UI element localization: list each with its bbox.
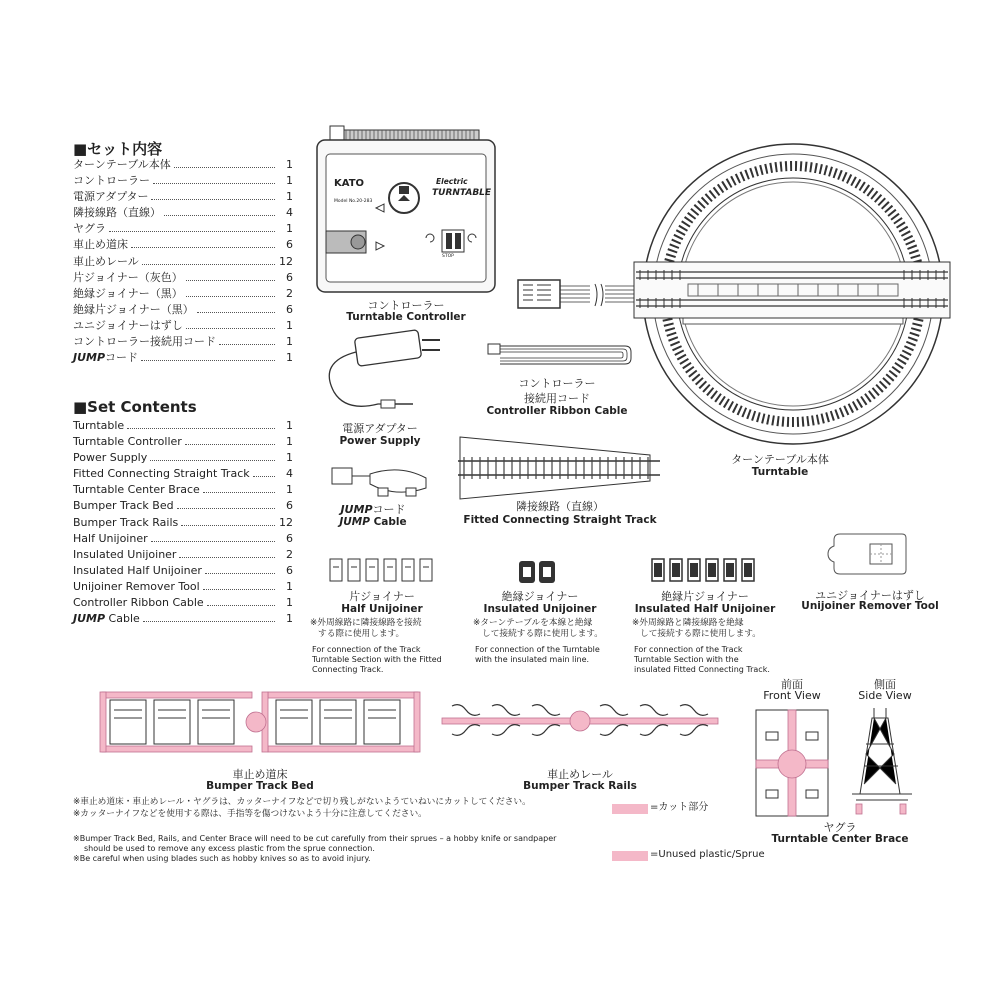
insulated-unijoiner-illustration xyxy=(517,559,559,585)
jp-contents-item-name: 車止めレール xyxy=(73,254,139,268)
jp-contents-item-leader xyxy=(197,312,275,313)
jp-contents-item xyxy=(73,350,293,366)
ribbon-cable-jp-caption-1: コントローラー xyxy=(518,377,596,390)
jp-contents-item xyxy=(73,221,293,237)
en-contents-item-name: Fitted Connecting Straight Track xyxy=(73,467,250,481)
turntable-jp-caption: ターンテーブル本体 xyxy=(731,453,829,466)
remover-tool-jp-caption: ユニジョイナーはずし xyxy=(815,589,925,602)
jp-contents-item-qty: 1 xyxy=(286,351,293,365)
jp-contents-item-name: 隣接線路（直線） xyxy=(73,206,161,220)
note-en-2: ※Be careful when using blades such as hobby knives so as to avoid injury. xyxy=(73,854,371,863)
jp-contents-item-name: 電源アダプター xyxy=(73,190,149,204)
insulated-half-unijoiner-en-caption: Insulated Half Unijoiner xyxy=(634,603,776,615)
jp-contents-item xyxy=(73,173,293,189)
en-contents-item-qty: 1 xyxy=(286,579,293,593)
jp-contents-item-name: 片ジョイナー（灰色） xyxy=(73,270,183,284)
en-contents-item-leader xyxy=(253,476,275,477)
controller-product-line2: TURNTABLE xyxy=(432,188,492,198)
en-contents-item xyxy=(73,595,293,611)
remover-tool-illustration xyxy=(826,530,908,578)
en-contents-item xyxy=(73,498,293,514)
jp-contents-item xyxy=(73,205,293,221)
controller-stop-label: STOP xyxy=(442,254,454,259)
en-contents-item-qty: 6 xyxy=(286,499,293,513)
en-contents-item xyxy=(73,515,293,531)
note-jp-2: ※カッターナイフなどを使用する際は、手指等を傷つけないよう十分に注意してください。 xyxy=(73,809,427,819)
jp-contents-item-qty: 2 xyxy=(286,286,293,300)
jp-contents-item xyxy=(73,270,293,286)
jp-contents-item-name: 車止め道床 xyxy=(73,238,128,252)
en-contents-item xyxy=(73,466,293,482)
jp-contents-item-leader xyxy=(186,328,275,329)
jp-contents-item-leader xyxy=(186,296,275,297)
jp-contents-item-name: ヤグラ xyxy=(73,222,106,236)
turntable-illustration xyxy=(628,144,958,454)
insulated-unijoiner-note-jp-2: して接続する際に使用します。 xyxy=(482,629,603,639)
jp-contents-item-leader xyxy=(186,280,275,281)
insulated-half-unijoiner-note-jp-2: して接続する際に使用します。 xyxy=(640,629,761,639)
en-contents-item xyxy=(73,450,293,466)
jp-contents-item-leader xyxy=(174,167,275,168)
jp-contents-item xyxy=(73,254,293,270)
en-contents-item-qty: 12 xyxy=(279,515,293,529)
bumper-bed-en-caption: Bumper Track Bed xyxy=(206,780,314,792)
jp-contents-item-leader xyxy=(164,215,275,216)
legend-cut-label: =カット部分 xyxy=(650,802,709,813)
en-contents-item-leader xyxy=(179,557,275,558)
en-contents-item-name: Bumper Track Bed xyxy=(73,499,174,513)
insulated-unijoiner-en-caption: Insulated Unijoiner xyxy=(483,603,597,615)
en-contents-item xyxy=(73,434,293,450)
jp-contents-item-qty: 1 xyxy=(286,174,293,188)
half-unijoiner-note-en-3: Connecting Track. xyxy=(312,665,384,674)
en-contents-list xyxy=(73,418,293,627)
en-contents-item-qty: 6 xyxy=(286,563,293,577)
note-jp-1: ※車止め道床・車止めレール・ヤグラは、カッターナイフなどで切り残しがないようていねいにカットしてください。 xyxy=(73,797,531,807)
en-contents-item-qty: 1 xyxy=(286,596,293,610)
en-contents-item xyxy=(73,418,293,434)
power-supply-jp-caption: 電源アダプター xyxy=(342,422,418,435)
en-contents-item-qty: 2 xyxy=(286,547,293,561)
jp-contents-item xyxy=(73,189,293,205)
jp-contents-list xyxy=(73,157,293,366)
jp-contents-item-qty: 12 xyxy=(279,254,293,268)
en-contents-item-leader xyxy=(185,444,275,445)
en-contents-item-leader xyxy=(207,605,275,606)
en-contents-item xyxy=(73,563,293,579)
en-contents-item-leader xyxy=(177,508,275,509)
ribbon-cable-jp-caption-2: 接続用コード xyxy=(524,392,590,405)
en-contents-item-qty: 1 xyxy=(286,435,293,449)
jp-contents-item xyxy=(73,318,293,334)
controller-brand: KATO xyxy=(334,178,365,189)
en-contents-item-name: Turntable xyxy=(73,419,125,432)
jp-contents-item-leader xyxy=(153,183,275,184)
jp-contents-item-name: 絶縁ジョイナー（黒） xyxy=(73,286,183,300)
center-brace-illustration xyxy=(752,704,932,824)
jump-cable-illustration xyxy=(330,462,430,502)
front-view-en: Front View xyxy=(763,689,821,702)
note-en-1a: ※Bumper Track Bed, Rails, and Center Brace will need to be cut carefully from their sprues – a hobby knife or sandpaper xyxy=(73,834,557,843)
en-contents-item-name: Insulated Half Unijoiner xyxy=(73,563,202,577)
en-contents-item-leader xyxy=(203,589,275,590)
jp-contents-item-name: JUMPコード xyxy=(73,351,139,365)
jp-contents-item-qty: 1 xyxy=(286,318,293,332)
controller-model: Model No.20-283 xyxy=(334,199,373,204)
ribbon-cable-connector-illustration xyxy=(515,270,645,320)
half-unijoiner-note-en-2: Turntable Section with the Fitted xyxy=(312,655,442,664)
en-contents-item xyxy=(73,531,293,547)
half-unijoiner-illustration xyxy=(328,557,436,585)
half-unijoiner-note-jp-2: する際に使用します。 xyxy=(318,629,405,639)
en-contents-item-leader xyxy=(127,428,275,429)
jp-contents-item-name: ターンテーブル本体 xyxy=(73,158,171,171)
straight-track-en-caption: Fitted Connecting Straight Track xyxy=(463,514,657,526)
en-contents-item-name: Power Supply xyxy=(73,451,148,465)
insulated-half-unijoiner-illustration xyxy=(650,557,758,585)
jp-contents-item-qty: 1 xyxy=(286,158,293,171)
jp-contents-item xyxy=(73,157,293,173)
bumper-bed-jp-caption: 車止め道床 xyxy=(232,768,288,781)
en-contents-item-qty: 4 xyxy=(286,467,293,481)
insulated-half-unijoiner-jp-caption: 絶縁片ジョイナー xyxy=(661,590,749,603)
insulated-unijoiner-note-jp-1: ※ターンテーブルを本線と絶縁 xyxy=(473,618,593,628)
note-en-1b: should be used to remove any excess plastic from the sprue connection. xyxy=(84,844,375,853)
en-contents-item-leader xyxy=(203,492,275,493)
en-contents-item xyxy=(73,579,293,595)
en-contents-item-name: Half Unijoiner xyxy=(73,531,148,545)
front-view-jp: 前面 xyxy=(781,678,803,691)
controller-product-line1: Electric xyxy=(436,177,468,186)
jp-contents-item-name: コントローラー接続用コード xyxy=(73,335,216,349)
bumper-rails-en-caption: Bumper Track Rails xyxy=(523,780,637,792)
jp-contents-item-name: コントローラー xyxy=(73,174,150,188)
straight-track-jp-caption: 隣接線路（直線） xyxy=(516,500,604,513)
turntable-en-caption: Turntable xyxy=(751,466,809,478)
legend-sprue-swatch xyxy=(612,851,648,861)
en-contents-item-leader xyxy=(205,573,275,574)
jp-contents-item-qty: 1 xyxy=(286,335,293,349)
insulated-half-unijoiner-note-jp-1: ※外周線路と隣接線路を絶縁 xyxy=(632,618,744,628)
jp-contents-item-leader xyxy=(131,247,275,248)
jump-cable-jp-caption: JUMPコード xyxy=(340,503,406,516)
jp-contents-title: ■セット内容 xyxy=(73,140,163,158)
en-contents-item-leader xyxy=(143,621,275,622)
half-unijoiner-note-jp-1: ※外周線路に隣接線路を接続 xyxy=(310,618,422,628)
controller-illustration xyxy=(316,126,496,294)
en-contents-item-qty: 1 xyxy=(286,419,293,432)
remover-tool-en-caption: Unijoiner Remover Tool xyxy=(801,600,939,612)
center-brace-jp-caption: ヤグラ xyxy=(823,821,857,834)
half-unijoiner-jp-caption: 片ジョイナー xyxy=(349,590,415,603)
en-contents-item-name: Insulated Unijoiner xyxy=(73,547,177,561)
en-contents-item-name: JUMP Cable xyxy=(73,612,140,626)
bumper-rails-jp-caption: 車止めレール xyxy=(547,768,613,781)
jp-contents-item-qty: 6 xyxy=(286,270,293,284)
insulated-unijoiner-jp-caption: 絶縁ジョイナー xyxy=(501,590,579,603)
en-contents-item-leader xyxy=(151,541,275,542)
jp-contents-item xyxy=(73,237,293,253)
controller-en-caption: Turntable Controller xyxy=(346,311,466,323)
en-contents-item-name: Controller Ribbon Cable xyxy=(73,596,204,610)
jp-contents-item-qty: 1 xyxy=(286,190,293,204)
en-contents-item-name: Bumper Track Rails xyxy=(73,515,179,529)
en-contents-item-qty: 1 xyxy=(286,612,293,626)
jp-contents-item-qty: 6 xyxy=(286,238,293,252)
en-contents-item xyxy=(73,611,293,627)
jp-contents-item-leader xyxy=(142,264,275,265)
half-unijoiner-note-en-1: For connection of the Track xyxy=(312,645,421,654)
jp-contents-item-name: 絶縁片ジョイナー（黒） xyxy=(73,302,194,316)
legend-cut-swatch xyxy=(612,804,648,814)
jp-contents-item-leader xyxy=(141,360,275,361)
ribbon-cable-illustration xyxy=(485,340,635,374)
half-unijoiner-en-caption: Half Unijoiner xyxy=(341,603,423,615)
jp-contents-item xyxy=(73,334,293,350)
jp-contents-item xyxy=(73,302,293,318)
en-contents-item xyxy=(73,547,293,563)
jump-cable-en-caption: JUMP Cable xyxy=(339,516,407,528)
insulated-half-unijoiner-note-en-2: Turntable Section with the xyxy=(634,655,739,664)
jp-contents-item-qty: 1 xyxy=(286,222,293,236)
insulated-unijoiner-note-en-2: with the insulated main line. xyxy=(475,655,590,664)
center-brace-en-caption: Turntable Center Brace xyxy=(771,833,909,845)
jp-contents-item-qty: 6 xyxy=(286,302,293,316)
bumper-rails-sprue-illustration xyxy=(440,700,720,752)
en-contents-item xyxy=(73,482,293,498)
straight-track-illustration xyxy=(450,433,670,503)
side-view-en: Side View xyxy=(858,689,912,702)
en-contents-item-qty: 1 xyxy=(286,483,293,497)
en-contents-item-leader xyxy=(150,460,275,461)
en-contents-item-leader xyxy=(181,525,275,526)
bumper-bed-sprue-illustration xyxy=(100,688,420,763)
ribbon-cable-en-caption: Controller Ribbon Cable xyxy=(486,405,628,417)
jp-contents-item-qty: 4 xyxy=(286,206,293,220)
jp-contents-item-leader xyxy=(151,199,275,200)
en-contents-item-name: Turntable Controller xyxy=(73,435,182,449)
power-supply-illustration xyxy=(316,330,446,420)
jp-contents-item xyxy=(73,286,293,302)
en-contents-title: ■Set Contents xyxy=(73,398,197,416)
en-contents-item-name: Unijoiner Remover Tool xyxy=(73,579,200,593)
side-view-jp: 側面 xyxy=(874,678,896,691)
legend-sprue-label: =Unused plastic/Sprue xyxy=(650,849,765,860)
insulated-unijoiner-note-en-1: For connection of the Turntable xyxy=(475,645,600,654)
en-contents-item-name: Turntable Center Brace xyxy=(73,483,200,497)
jp-contents-item-leader xyxy=(109,231,275,232)
controller-jp-caption: コントローラー xyxy=(367,299,445,312)
jp-contents-item-name: ユニジョイナーはずし xyxy=(73,318,183,332)
en-contents-item-qty: 6 xyxy=(286,531,293,545)
insulated-half-unijoiner-note-en-3: insulated Fitted Connecting Track. xyxy=(634,665,770,674)
power-supply-en-caption: Power Supply xyxy=(339,435,421,447)
insulated-half-unijoiner-note-en-1: For connection of the Track xyxy=(634,645,743,654)
en-contents-item-qty: 1 xyxy=(286,451,293,465)
jp-contents-item-leader xyxy=(219,344,275,345)
